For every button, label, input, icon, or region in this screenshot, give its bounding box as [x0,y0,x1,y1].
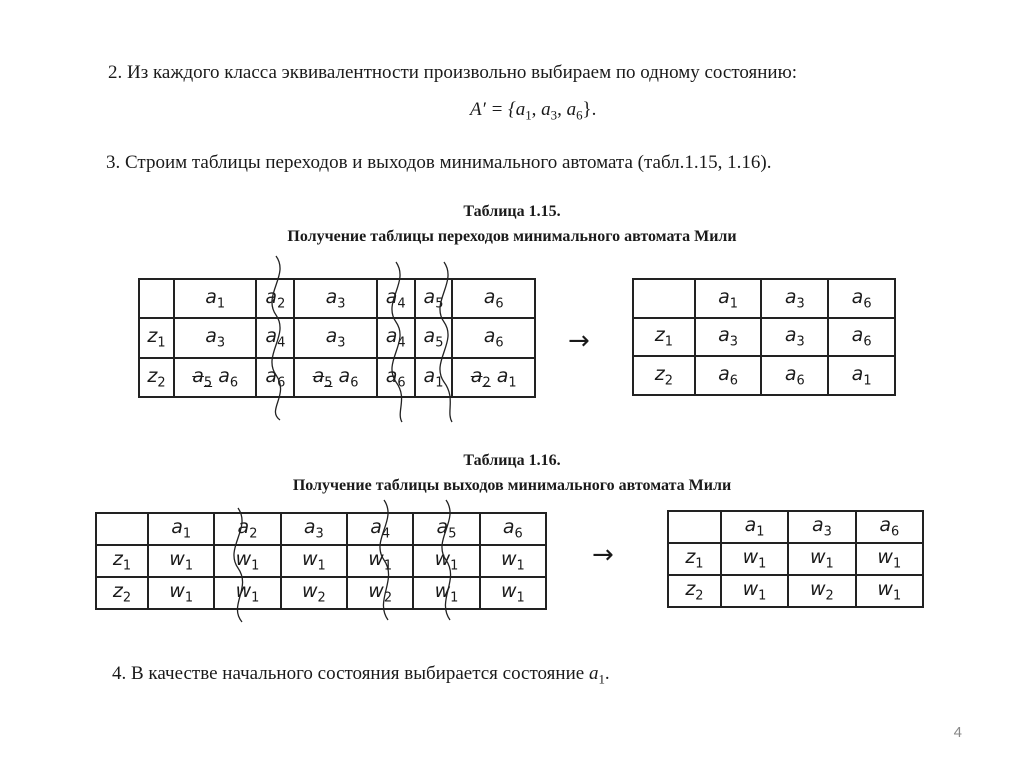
table-cell: $a_6$ [828,318,895,357]
table-corner-cell [633,279,695,318]
struck-symbol: $a_5$ [192,364,213,391]
table-cell: $a_1$ [415,358,453,397]
struck-symbol: $a_2$ [470,364,491,391]
step4-state: $a_1$ [588,663,605,687]
table-cell: $a_4$ [256,318,294,357]
formula-prefix: A′ = { [470,99,516,120]
table-row-label: $z_1$ [633,318,695,357]
table-cell: $w_1$ [788,543,855,575]
table-header-row [668,511,923,543]
table-cell: $w_1$ [721,543,788,575]
table-cell: $a_3$ [695,318,762,357]
transition-table-minimal [632,278,896,396]
table-cell: $a_2$ $a_1$ [452,358,535,397]
output-table-minimal [667,510,924,608]
table-cell: $w_1$ [148,545,214,577]
table-cell: $w_1$ [281,545,347,577]
step2-formula [470,99,596,124]
table-row [139,358,535,397]
arrow-right-icon: → [592,540,614,570]
step4-text [112,663,610,688]
table-header-cell: $a_1$ [148,513,214,545]
table-cell: $a_6$ [256,358,294,397]
formula-suffix: }. [582,99,597,120]
table-cell: $a_5$ $a_6$ [174,358,257,397]
table-header-cell: $a_2$ [256,279,294,318]
table-header-row [633,279,895,318]
table-row-label: $z_2$ [96,577,148,609]
table-header-cell: $a_6$ [480,513,546,545]
table-cell: $a_3$ [294,318,377,357]
table115-caption-subtitle: Получение таблицы переходов минимального автомата Мили [287,228,737,245]
table115-caption-title: Таблица 1.15. [463,203,561,220]
table116-caption-subtitle: Получение таблицы выходов минимального автомата Мили [292,477,732,494]
table-header-cell: $a_6$ [828,279,895,318]
table-header-cell: $a_4$ [347,513,413,545]
table-cell: $w_1$ [856,575,923,607]
table-cell: $w_1$ [148,577,214,609]
table-header-cell: $a_5$ [415,279,453,318]
table-header-cell: $a_4$ [377,279,415,318]
table116-caption-title: Таблица 1.16. [463,452,561,469]
table-row [139,318,535,357]
table-row [96,545,546,577]
table-cell: $w_1$ [214,577,280,609]
table-cell: $w_1$ [721,575,788,607]
formula-items: $a_1$, $a_3$, $a_6$ [515,99,583,123]
table-cell: $a_6$ [761,356,828,395]
table-cell: $w_1$ [480,545,546,577]
table-row-label: $z_2$ [139,358,174,397]
table-cell: $w_1$ [347,545,413,577]
table-cell: $w_1$ [214,545,280,577]
table-header-cell: $a_2$ [214,513,280,545]
table-cell: $a_1$ [828,356,895,395]
table-corner-cell [139,279,174,318]
table-header-cell: $a_6$ [856,511,923,543]
table-cell: $a_3$ [174,318,257,357]
table-cell: $w_2$ [281,577,347,609]
arrow-right-icon: → [568,326,590,356]
table-header-cell: $a_3$ [761,279,828,318]
table-cell: $a_6$ [377,358,415,397]
table-cell: $w_1$ [480,577,546,609]
table-corner-cell [96,513,148,545]
table-corner-cell [668,511,721,543]
table-header-cell: $a_3$ [294,279,377,318]
table-cell: $a_5$ $a_6$ [294,358,377,397]
transition-table-original [138,278,536,398]
step2-text: 2. Из каждого класса эквивалентности произвольно выбираем по одному состоянию: [108,62,798,83]
table-row [96,577,546,609]
table-cell: $a_6$ [695,356,762,395]
table-row-label: $z_2$ [633,356,695,395]
table-cell: $a_4$ [377,318,415,357]
table-header-cell: $a_1$ [721,511,788,543]
table-header-cell: $a_1$ [174,279,257,318]
table-row-label: $z_1$ [96,545,148,577]
table-cell: $w_1$ [856,543,923,575]
table-cell: $w_1$ [413,577,479,609]
table-row [633,318,895,357]
table-row-label: $z_2$ [668,575,721,607]
table-header-cell: $a_1$ [695,279,762,318]
step3-text: 3. Строим таблицы переходов и выходов минимального автомата (табл.1.15, 1.16). [106,152,772,173]
table-header-cell: $a_3$ [788,511,855,543]
table-row [633,356,895,395]
table-cell: $a_3$ [761,318,828,357]
table-header-cell: $a_3$ [281,513,347,545]
output-table-original [95,512,547,610]
table-row [668,543,923,575]
table-header-cell: $a_6$ [452,279,535,318]
table-cell: $w_1$ [413,545,479,577]
page-number: 4 [953,724,962,741]
table-cell: $a_5$ [415,318,453,357]
table-header-row [139,279,535,318]
struck-symbol: $a_5$ [312,364,333,391]
table-cell: $a_6$ [452,318,535,357]
table-row [668,575,923,607]
table-header-cell: $a_5$ [413,513,479,545]
table-cell: $w_2$ [347,577,413,609]
table-row-label: $z_1$ [139,318,174,357]
table-cell: $w_2$ [788,575,855,607]
step4-suffix: . [604,663,610,684]
table-row-label: $z_1$ [668,543,721,575]
step4-sentence: 4. В качестве начального состояния выбирается состояние [112,663,589,684]
table-header-row [96,513,546,545]
